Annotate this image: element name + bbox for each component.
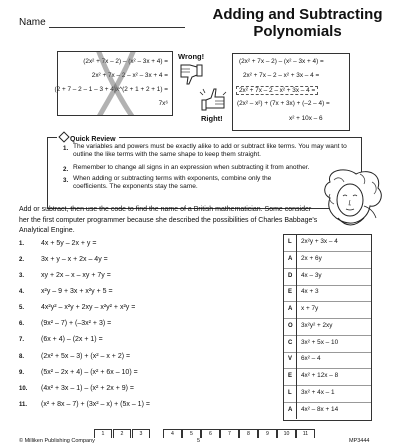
right-line-outlined: 2x² + 7x – 2 – x² + 3x – 4 = (236, 86, 318, 95)
name-label: Name (19, 17, 46, 28)
review-text: The variables and powers must be exactly alike to add or subtract like terms. You may want to outline the like terms with the same shape to keep them straight. (73, 143, 347, 158)
problem-row: 5. 4x²y² – x²y + 2xy – x²y² + x²y = (19, 304, 136, 311)
code-box[interactable]: 6 (201, 429, 220, 438)
problem-row: 3. xy + 2x – x – xy + 7y = (19, 272, 111, 279)
thumbs-up-icon (199, 86, 229, 112)
review-number: 2. (63, 166, 69, 173)
answer-row: L 2x²y + 3x – 4 (288, 238, 338, 245)
answer-row: V 6x² – 4 (288, 355, 321, 362)
problem-row: 4. x²y – 9 + 3x + x²y + 5 = (19, 288, 113, 295)
problem-row: 8. (2x² + 5x – 3) + (x² – x + 2) = (19, 353, 131, 360)
code-box[interactable]: 9 (258, 429, 277, 438)
page-title: Adding and Subtracting Polynomials (212, 6, 383, 40)
right-line: (2x² – x²) + (7x + 3x) + (–2 – 4) = (237, 100, 330, 107)
thumbs-down-icon (178, 62, 204, 86)
problem-row: 7. (6x + 4) – (2x + 1) = (19, 336, 103, 343)
answer-row: L 3x² + 4x – 1 (288, 389, 335, 396)
right-example-box (232, 53, 350, 131)
code-box[interactable]: 10 (277, 429, 296, 438)
problem-row: 10. (4x² + 3x – 1) – (x² + 2x + 9) = (19, 385, 134, 392)
problem-row: 9. (5x² – 2x + 4) – (x² + 6x – 10) = (19, 369, 138, 376)
code-box[interactable]: 11 (296, 429, 315, 438)
answer-row: A x + 7y (288, 305, 319, 312)
code-box[interactable]: 5 (182, 429, 201, 438)
diamond-icon (58, 131, 69, 142)
answer-row: D 4x – 3y (288, 272, 322, 279)
code-box[interactable]: 3 (132, 429, 150, 438)
problem-row: 11. (x² + 8x – 7) + (3x² – x) + (5x – 1) = (19, 401, 150, 408)
review-text: When adding or subtracting terms with exponents, combine only the coefficients. The exponents stay the same. (73, 175, 272, 190)
answer-row: E 4x + 3 (288, 288, 319, 295)
problem-row: 1. 4x + 5y – 2x + y = (19, 240, 97, 247)
answer-row: O 3x²y² + 2xy (288, 322, 333, 329)
right-line: 2x² + 7x – 2 – x² + 3x – 4 = (243, 72, 320, 79)
ada-lovelace-illustration (316, 168, 388, 232)
wrong-line: 7x⁶ (158, 100, 168, 107)
right-line-result: x² + 10x – 6 (289, 115, 323, 122)
wrong-line: (2 + 7 – 2 – 1 – 3 + 4)x^(2 + 1 + 2 + 1) = (54, 86, 168, 93)
answer-key-divider (296, 234, 297, 419)
wrong-line: 2x² + 7x – 2 – x² – 3x + 4 = (91, 72, 168, 79)
copyright-text: © Milliken Publishing Company (19, 438, 95, 444)
code-box[interactable]: 2 (113, 429, 131, 438)
cross-out-mark (58, 52, 172, 115)
name-line[interactable] (49, 27, 185, 28)
code-box[interactable]: 4 (163, 429, 182, 438)
review-number: 1. (63, 145, 69, 152)
right-line: (2x² + 7x – 2) – (x² – 3x + 4) = (239, 58, 324, 65)
right-label: Right! (201, 114, 223, 123)
code-box[interactable]: 7 (220, 429, 239, 438)
code-box[interactable]: 1 (94, 429, 112, 438)
wrong-example-box (54, 51, 173, 116)
answer-row: A 2x + 6y (288, 255, 322, 262)
answer-row: E 4x² + 12x – 8 (288, 372, 339, 379)
answer-row: A 4x² – 8x + 14 (288, 406, 339, 413)
quick-review-title: Quick Review (57, 133, 119, 143)
answer-row: C 3x² + 5x – 10 (288, 339, 339, 346)
problem-row: 2. 3x + y – x + 2x – 4y = (19, 256, 108, 263)
product-code: MP3444 (349, 438, 370, 444)
wrong-label: Wrong! (178, 52, 205, 61)
review-text: Remember to change all signs in an expression when subtracting it from another. (73, 164, 310, 171)
review-number: 3. (63, 177, 69, 184)
instructions-text: Add or subtract, then use the code to find the name of a British mathematician. Some consider her the first computer programmer because she described the possibilities of Charles Babbage's Analytical Engine. (19, 206, 318, 234)
problem-row: 6. (9x² – 7) + (–3x² + 3) = (19, 320, 112, 327)
wrong-line: (2x² + 7x – 2) – (x² – 3x + 4) = (83, 58, 168, 65)
code-box[interactable]: 8 (239, 429, 258, 438)
page-number: 5 (197, 438, 201, 444)
